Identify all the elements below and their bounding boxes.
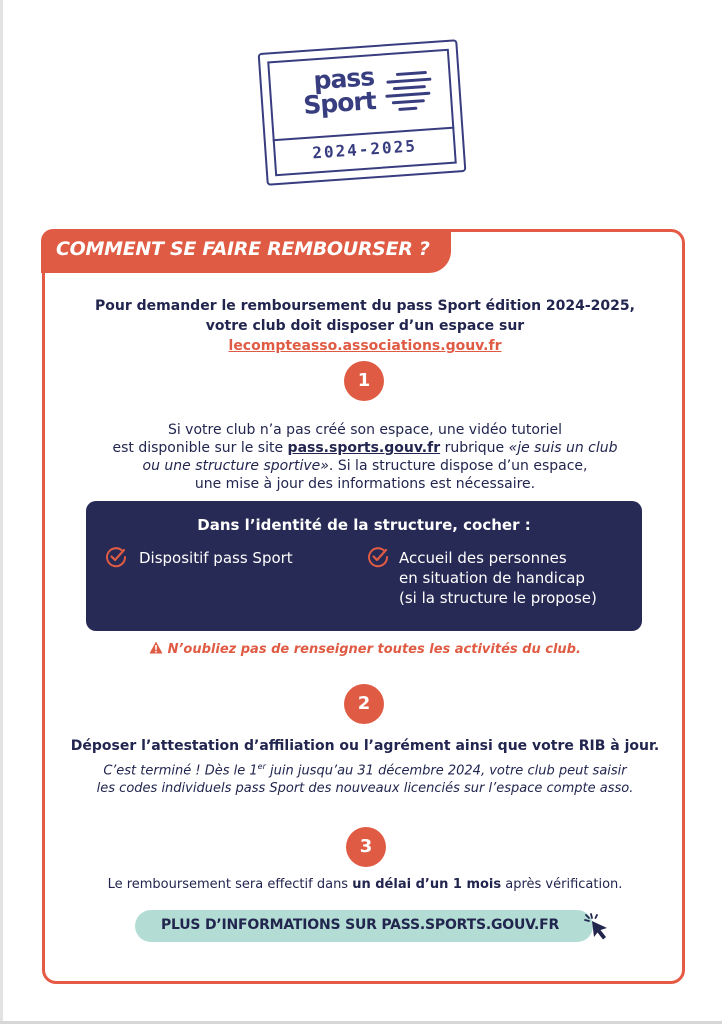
- step-1-line-2-italic: «je suis un club: [508, 440, 618, 456]
- intro-line-2-text: votre club doit disposer d’un espace sur: [205, 318, 525, 334]
- option-pass-sport: Dispositif pass Sport: [139, 549, 293, 567]
- cursor-click-icon: [583, 912, 613, 944]
- more-info-link[interactable]: PASS.SPORTS.GOUV.FR: [381, 917, 560, 933]
- warning-message: [80, 641, 650, 657]
- warning-text: N’oubliez pas de renseigner toutes les activités du club.: [167, 642, 581, 657]
- intro-paragraph: [70, 296, 660, 356]
- step-2-line-1a: C’est terminé ! Dès le 1: [103, 763, 258, 779]
- step-2-superscript: er: [257, 762, 266, 771]
- more-info-prefix: PLUS D’INFORMATIONS SUR: [160, 917, 382, 933]
- step-3-text-a: Le remboursement sera effectif dans: [107, 877, 353, 892]
- option-handicap-line-3: (si la structure le propose): [399, 589, 597, 607]
- step-1-line-3b: . Si la structure dispose d’un espace,: [328, 458, 588, 474]
- step-2-heading: Déposer l’attestation d’affiliation ou l’agrément ainsi que votre RIB à jour.: [70, 738, 660, 754]
- step-1-line-2b: rubrique: [440, 440, 509, 456]
- page-edge: [0, 0, 3, 1024]
- intro-line-1: Pour demander le remboursement du pass Sport édition 2024-2025,: [95, 298, 635, 314]
- more-info-label[interactable]: [135, 917, 585, 933]
- check-circle-icon: [367, 546, 389, 568]
- step-1-line-2: [80, 439, 650, 457]
- step-1-line-1: Si votre club n’a pas créé son espace, une vidéo tutoriel: [167, 422, 563, 438]
- step-2-line-1b: juin jusqu’au 31 décembre 2024, votre club peut saisir: [265, 763, 627, 779]
- step-2-line-1: [60, 758, 670, 780]
- banner-title: COMMENT SE FAIRE REMBOURSER ?: [56, 238, 430, 260]
- step-2-text: [60, 758, 670, 798]
- step-1-text: [80, 421, 650, 493]
- step-1-line-4: une mise à jour des informations est nécessaire.: [194, 476, 536, 492]
- pass-sports-link[interactable]: pass.sports.gouv.fr: [287, 440, 441, 456]
- pass-sport-stamp: [258, 39, 467, 186]
- step-3-text-b: après vérification.: [501, 877, 623, 892]
- step-1-line-3-italic: ou une structure sportive»: [142, 458, 329, 474]
- logo-word-pass: pass: [312, 62, 375, 96]
- logo-word-sport: Sport: [302, 86, 377, 121]
- step-2-line-2: les codes individuels pass Sport des nouveaux licenciés sur l’espace compte asso.: [96, 781, 634, 797]
- check-circle-icon: [105, 546, 127, 568]
- step-2-badge: 2: [344, 684, 384, 724]
- option-handicap-line-1: Accueil des personnes: [399, 549, 567, 567]
- step-1-line-2a: est disponible sur le site: [112, 440, 288, 456]
- step-3-delay: un délai d’un 1 mois: [352, 877, 502, 892]
- step-1-line-3: [80, 457, 650, 475]
- option-handicap: [399, 548, 597, 608]
- step-3-text: [60, 877, 670, 892]
- identity-box-title: Dans l’identité de la structure, cocher :: [197, 516, 531, 534]
- step-3-badge: 3: [346, 827, 386, 867]
- stamp-year: 2024-2025: [311, 136, 418, 163]
- pass-sport-logo: [301, 62, 377, 121]
- warning-icon: [149, 641, 163, 654]
- option-handicap-line-2: en situation de handicap: [399, 569, 585, 587]
- speed-lines-icon: [383, 68, 434, 115]
- lecompteasso-link[interactable]: lecompteasso.associations.gouv.fr: [228, 338, 502, 354]
- step-1-badge: 1: [344, 361, 384, 401]
- intro-line-2: [70, 316, 660, 356]
